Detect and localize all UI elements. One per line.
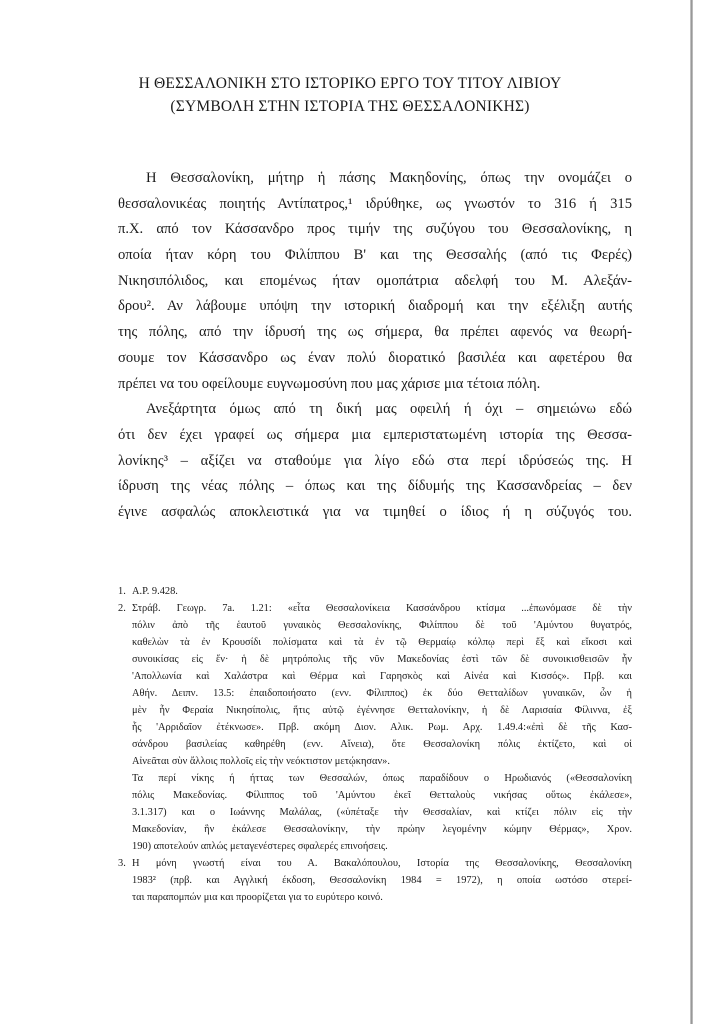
page-title	[70, 72, 630, 118]
footnote-line: Αἰνεᾶται σὺν ἄλλοις πολλοῖς εἰς τὴν νεόκτιστον μετῴκησαν».	[132, 756, 390, 767]
body-line: έγινε ασφαλώς αποκλειστικά για να τιμηθεί ο ίδιος ή η σύζυγός του.	[118, 503, 632, 520]
body-line: Η Θεσσαλονίκη, μήτηρ ἡ πάσης Μακηδονίης, όπως την ονομάζει ο	[146, 170, 632, 186]
body-line: θεσσαλονικέας ποιητής Αντίπατρος,¹ ιδρύθηκε, ως γνωστόν το 316 ή 315	[118, 195, 632, 212]
footnote-line: συνοικίσας εἰς ἕν· ἡ δὲ μητρόπολις τῆς νῦν Μακεδονίας ἐστὶ τῶν δὲ συνοικισθεισῶν ἦν	[132, 654, 632, 665]
footnote-line: Τα περί νίκης ή ήττας των Θεσσαλών, όπως παραδίδουν ο Ηρωδιανός («Θεσσαλονίκη	[132, 773, 632, 784]
body-line: λονίκης³ – αξίζει να σταθούμε για λίγο εδώ στα περί ιδρύσεώς της. Η	[118, 452, 632, 469]
footnote-line: 190) αποτελούν απλώς μεταγενέστερες σφαλερές επινοήσεις.	[132, 841, 388, 852]
footnote-number: 3.	[118, 858, 126, 869]
footnote-number: 1.	[118, 586, 126, 597]
page-edge-shadow	[690, 0, 693, 1024]
title-line-2: (ΣΥΜΒΟΛΗ ΣΤΗΝ ΙΣΤΟΡΙΑ ΤΗΣ ΘΕΣΣΑΛΟΝΙΚΗΣ)	[170, 98, 530, 115]
footnote-line: Μακεδονίαν, ἣν ἐκάλεσε Θεσσαλονίκην, τὴν πρώην λεγομένην κώμην Θέρμας», Χρον.	[132, 824, 632, 835]
footnote-line: ἧς 'Αρριδαῖον ἐτέκνωσε». Πρβ. ακόμη Διον. Αλικ. Ρωμ. Αρχ. 1.49.4:«ἐπὶ δὲ τῆς Κασ-	[132, 722, 632, 733]
footnote-line: Αθήν. Δειπν. 13.5: ἐπαιδοποιήσατο (ενν. Φίλιππος) ἐκ δύο Θετταλίδων γυναικῶν, ὧν ἡ	[132, 688, 632, 699]
body-line: σουμε τον Κάσσανδρο ως έναν πολύ διορατικό βασιλέα και αφετέρου θα	[118, 349, 632, 366]
footnote-text: A.P. 9.428.	[132, 586, 178, 597]
body-line: Ανεξάρτητα όμως από τη δική μας οφειλή ή όχι – σημειώνω εδώ	[146, 401, 632, 418]
body-line: οποία ήταν κόρη του Φιλίππου Β' και της Θεσσαλής (από τις Φερές)	[118, 247, 632, 264]
footnote-1	[118, 583, 632, 600]
body-line: Νικησιπόλιδος, και επομένως ήταν ομοπάτρια αδελφή του Μ. Αλεξάν-	[118, 272, 632, 289]
footnote-line: πόλιν ἀπὸ τῆς ἑαυτοῦ γυναικὸς Θεσσαλονίκης, Φιλίππου δὲ τοῦ 'Αμύντου θυγατρός,	[132, 620, 632, 631]
footnote-2	[118, 600, 632, 617]
footnote-line: 1983² (πρβ. και Αγγλική έκδοση, Θεσσαλονίκη 1984 = 1972), η οποία ωστόσο στερεί-	[132, 875, 632, 886]
footnote-line: 'Απολλωνία καὶ Χαλάστρα καὶ Θέρμα καὶ Γαρησκὸς καὶ Αἰνέα καὶ Κισσός». Πρβ. και	[132, 671, 632, 682]
body-line: πρέπει να του οφείλουμε ευγνωμοσύνη που μας χάρισε μια τέτοια πόλη.	[118, 375, 541, 392]
footnote-text: Στράβ. Γεωγρ. 7a. 1.21: «εἶτα Θεσσαλονίκεια Κασσάνδρου κτίσμα ...ἐπωνόμασε δὲ τὴν	[132, 603, 632, 614]
footnote-line: 3.1.317) και ο Ιωάννης Μαλάλας, («ὑπέταξε τὴν Θεσσαλίαν, καὶ κτίζει πόλιν εἰς τὴν	[132, 807, 632, 818]
footnote-number: 2.	[118, 603, 126, 614]
body-line: της πόλης, από την ίδρυσή της ως σήμερα, θα πρέπει αφενός να θεωρή-	[118, 324, 632, 341]
footnotes	[118, 583, 632, 906]
title-line-1: Η ΘΕΣΣΑΛΟΝΙΚΗ ΣΤΟ ΙΣΤΟΡΙΚΟ ΕΡΓΟ ΤΟΥ ΤΙΤΟΥ ΛΙΒΙΟΥ	[138, 75, 562, 92]
footnote-line: καθελὼν τὰ ἐν Κρουσίδι πολίσματα καὶ τὰ ἐν τῷ Θερμαίῳ κόλπῳ περὶ ἕξ καὶ εἴκοσι καὶ	[132, 637, 632, 648]
body-line: δρου². Αν λάβουμε υπόψη την ιστορική διαδρομή και την εξέλιξη αυτής	[118, 298, 632, 315]
body-line: ίδρυση της νέας πόλης – όπως και της δίδυμής της Κασσανδρείας – δεν	[118, 478, 632, 495]
main-text	[118, 166, 632, 526]
body-line: π.Χ. από τον Κάσσανδρο προς τιμήν της συζύγου του Θεσσαλονίκης, η	[118, 221, 632, 238]
footnote-line: πόλις Μακεδονίας. Φίλιππος τοῦ 'Αμύντου ἐκεῖ Θετταλοὺς νικήσας οὕτως ἐκάλεσε»,	[132, 790, 632, 801]
footnote-3	[118, 855, 632, 872]
footnote-line: μὲν ἦν Φεραία Νικησίπολις, ἥτις αὐτῷ ἐγέννησε Θετταλονίκην, ἡ δὲ Λαρισαία Φίλιννα, ἐξ	[132, 705, 632, 716]
body-line: ότι δεν έχει γραφεί ως σήμερα μια εμπεριστατωμένη ιστορία της Θεσσα-	[118, 426, 632, 443]
footnote-line: σάνδρου βασιλείας καθηρέθη (ενν. Αἴνεια), ὅτε Θεσσαλονίκη πόλις ἐκτίζετο, καὶ οἱ	[132, 739, 632, 750]
footnote-line: ται παραπομπών μια και προορίζεται για το ευρύτερο κοινό.	[132, 892, 383, 903]
footnote-text: Η μόνη γνωστή είναι του Α. Βακαλόπουλου, Ιστορία της Θεσσαλονίκης, Θεσσαλονίκη	[132, 858, 632, 869]
